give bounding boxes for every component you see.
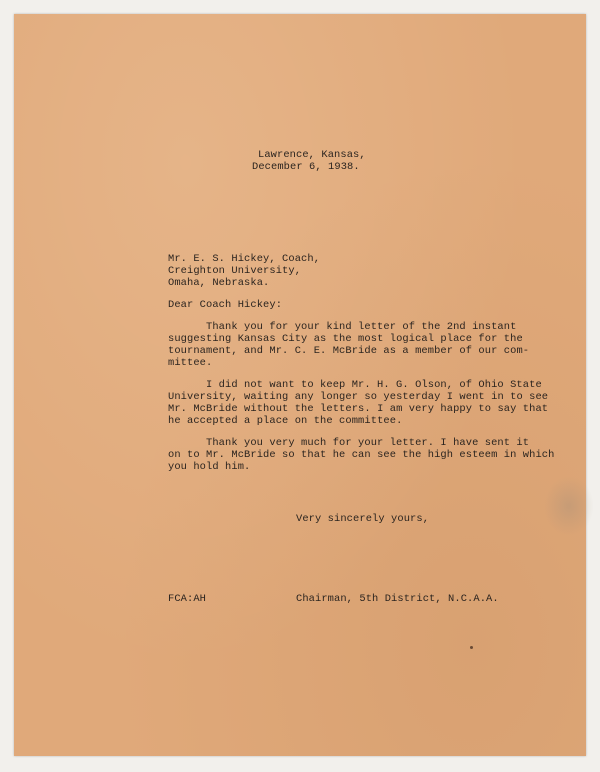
- recipient-line-3: Omaha, Nebraska.: [168, 277, 270, 289]
- paragraph-1-line-1: Thank you for your kind letter of the 2nd instant: [206, 321, 517, 333]
- recipient-line-1: Mr. E. S. Hickey, Coach,: [168, 253, 321, 265]
- paragraph-3-line-2: on to Mr. McBride so that he can see the high esteem in which: [168, 449, 555, 461]
- paragraph-3-line-1: Thank you very much for your letter. I have sent it: [206, 437, 530, 449]
- letterhead-place: Lawrence, Kansas,: [258, 149, 366, 161]
- ink-dot: [470, 646, 473, 649]
- salutation: Dear Coach Hickey:: [168, 299, 283, 311]
- signature-title: Chairman, 5th District, N.C.A.A.: [296, 593, 499, 605]
- recipient-line-2: Creighton University,: [168, 265, 302, 277]
- paragraph-1-line-2: suggesting Kansas City as the most logical place for the: [168, 333, 523, 345]
- paragraph-2-line-1: I did not want to keep Mr. H. G. Olson, of Ohio State: [206, 379, 542, 391]
- paragraph-2-line-4: he accepted a place on the committee.: [168, 415, 403, 427]
- paragraph-1-line-3: tournament, and Mr. C. E. McBride as a member of our com-: [168, 345, 530, 357]
- paper-smudge: [544, 476, 594, 536]
- closing: Very sincerely yours,: [296, 513, 430, 525]
- paragraph-2-line-3: Mr. McBride without the letters. I am very happy to say that: [168, 403, 549, 415]
- paragraph-2-line-2: University, waiting any longer so yesterday I went in to see: [168, 391, 549, 403]
- paragraph-1-line-4: mittee.: [168, 357, 213, 369]
- paragraph-3-line-3: you hold him.: [168, 461, 251, 473]
- typist-initials: FCA:AH: [168, 593, 207, 605]
- letter-date: December 6, 1938.: [252, 161, 360, 173]
